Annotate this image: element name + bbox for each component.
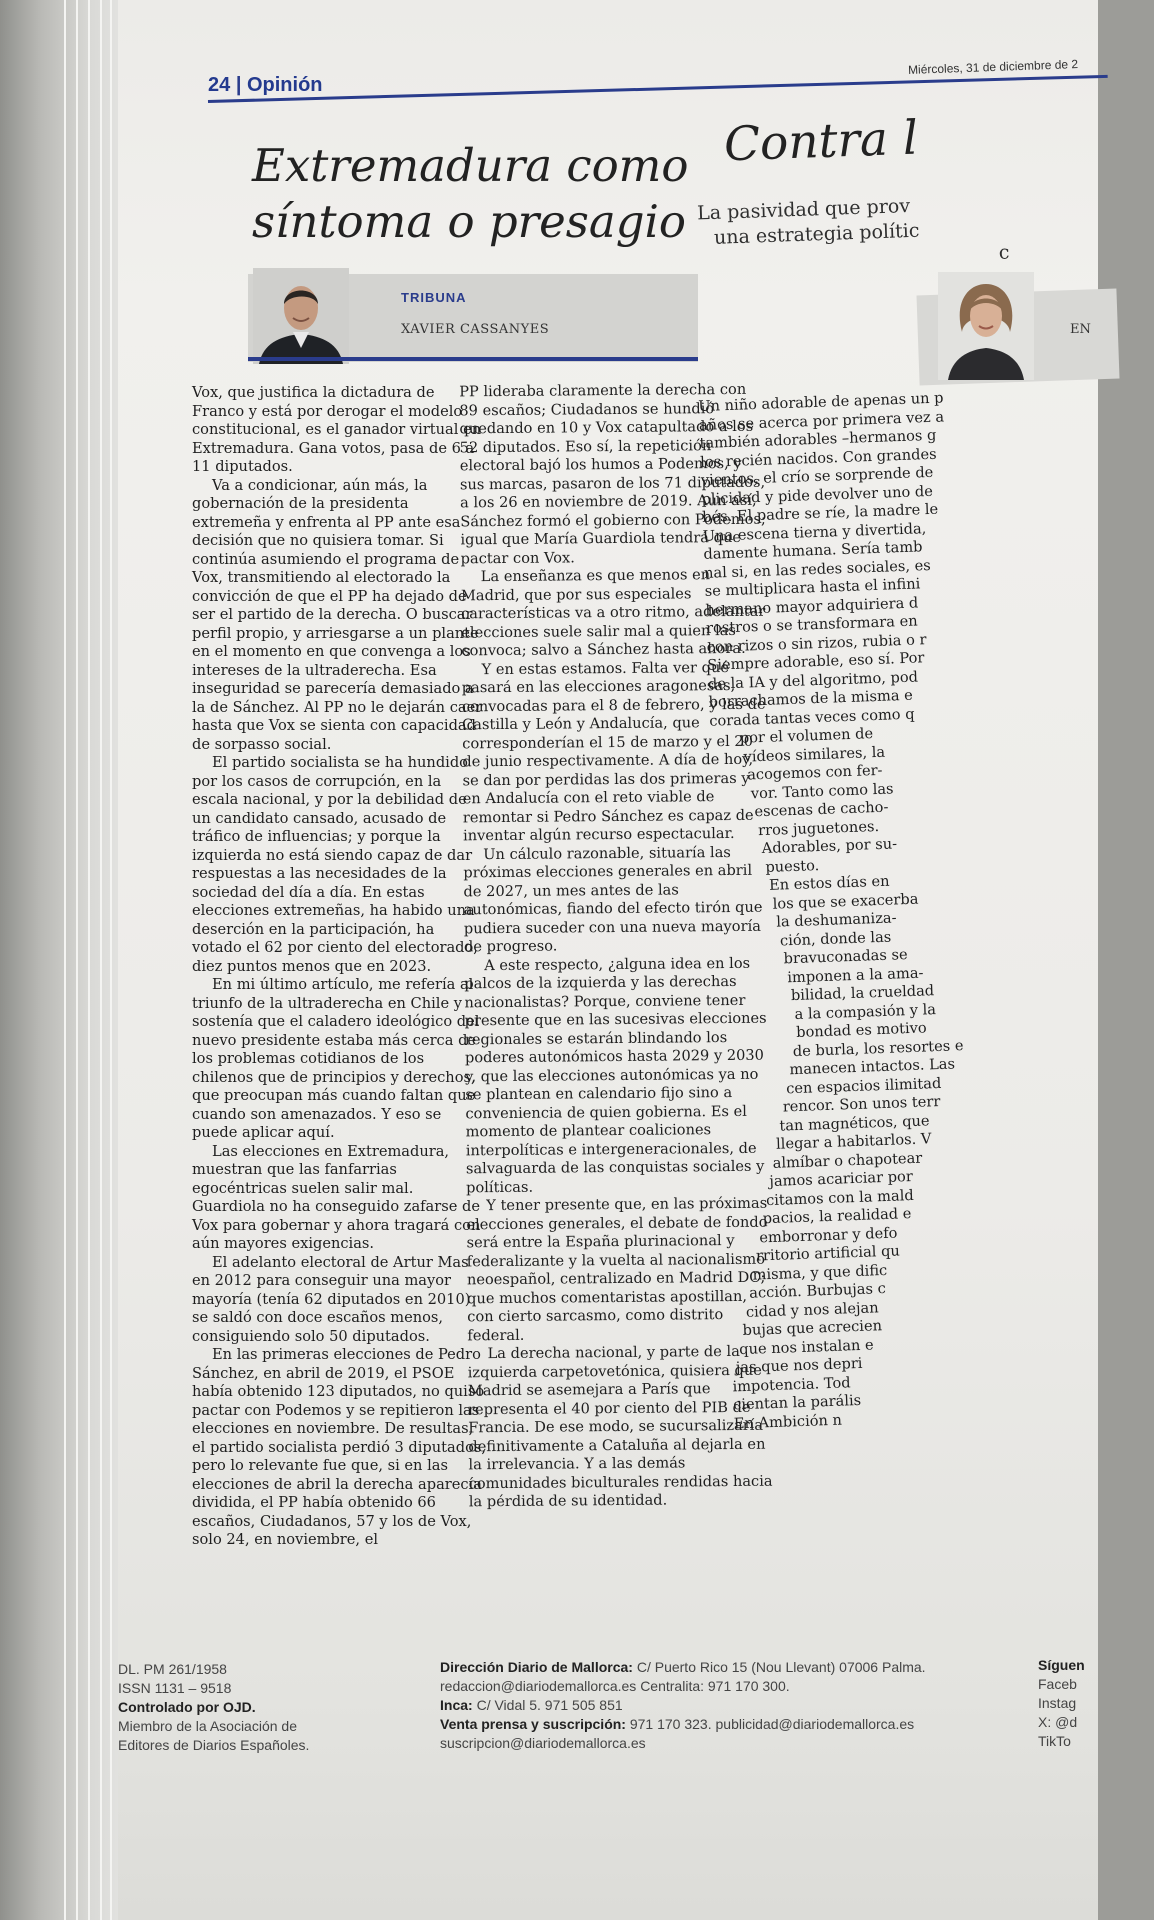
social-line: Instag bbox=[1038, 1695, 1077, 1711]
side-text-line: impotencia. Tod bbox=[732, 1373, 851, 1395]
article-kicker: TRIBUNA bbox=[401, 290, 467, 305]
paragraph: En las primeras elecciones de Pedro Sánchez, en abril de 2019, el PSOE había obtenido 123 diputados, no quiso pactar con Podemos y se repitieron las elecciones en noviembre. De resultas, el partido socialista perdió 3 diputados, pero lo relevante fue que, si en las elecciones de abril la derecha aparecía dividida, el PP había obtenido 66 escaños, Ciudadanos, 57 y los de Vox, solo 24, en noviembre, el bbox=[192, 1346, 486, 1548]
side-text-line: también adorables –hermanos g bbox=[699, 426, 937, 452]
side-text-line: Adorables, por su- bbox=[761, 835, 898, 858]
inca-label: Inca: bbox=[440, 1697, 473, 1713]
side-text-line: imponen a la ama- bbox=[786, 963, 924, 986]
page-edge bbox=[100, 0, 102, 1920]
side-text-line: bujas que acrecien bbox=[742, 1317, 883, 1340]
footer-contact bbox=[440, 1658, 940, 1753]
side-article-headline: Contra l bbox=[723, 110, 919, 173]
issue-date: Miércoles, 31 de diciembre de 2 bbox=[907, 57, 1079, 77]
side-author-photo bbox=[938, 272, 1034, 380]
paragraph: Va a condicionar, aún más, la gobernación de la presidenta extremeña y enfrenta al PP ante esa decisión que no quisiera tomar. Si continúa asumiendo el programa de Vox, transmitiendo al electorado la convicción de que el PP ha dejado de ser el partido de la derecha. O buscar perfil propio, y arriesgarse a un plante en el momento en que convenga a los intereses de la ultraderecha. Esa inseguridad se parecería demasiado a la de Sánchez. Al PP no le dejarán caer hasta que Vox se sienta con capacidad de sorpasso social. bbox=[192, 476, 483, 753]
paragraph: La derecha nacional, y parte de la izquierda carpetovetónica, quisiera que Madrid se asemejara a París que representa el 40 por ciento del PIB de Francia. De ese modo, se sucursalizaría definitivamente a Cataluña al dejarla en la irrelevancia. Y a las demás comunidades biculturales rendidas hacia la pérdida de su identidad. bbox=[467, 1342, 773, 1511]
page-edge bbox=[110, 0, 112, 1920]
page-edge bbox=[88, 0, 90, 1920]
venta-label: Venta prensa y suscripción: bbox=[440, 1716, 626, 1732]
side-text-line: bravuconadas se bbox=[783, 946, 908, 968]
side-text-line: por el volumen de bbox=[739, 725, 874, 747]
side-text-line: tan magnéticos, que bbox=[779, 1111, 930, 1135]
paragraph: La enseñanza es que menos en Madrid, que por sus especiales características va a otro ritmo, adelantar elecciones suele salir mal a quien las convoca; salvo a Sánchez hasta ahora. bbox=[460, 566, 766, 660]
side-text-line: rostros o se transformara en bbox=[705, 612, 918, 637]
headline-line: síntoma o presagio bbox=[252, 195, 687, 248]
side-text-line: los recién nacidos. Con grandes bbox=[699, 445, 937, 471]
side-text-line: pacios, la realidad e bbox=[762, 1205, 912, 1228]
legal-line: DL. PM 261/1958 bbox=[118, 1661, 227, 1677]
article-column-1 bbox=[192, 384, 488, 1550]
side-author-name: EN bbox=[1070, 322, 1091, 337]
side-text-line: rencor. Son unos terr bbox=[782, 1092, 941, 1116]
side-text-line: Siempre adorable, eso sí. Por bbox=[707, 649, 925, 674]
side-text-line: años se acerca por primera vez a bbox=[698, 407, 945, 434]
side-text-line: damente humana. Sería tamb bbox=[703, 538, 923, 563]
paragraph: Y en estas estamos. Falta ver qué pasará en las elecciones aragonesas, convocadas para el 8 de febrero, y las de Castilla y León y Andalucía, que corresponderían el 15 de marzo y el 20 de junio respectivamente. A día de hoy, se dan por perdidas las dos primeras y en Andalucía con el reto viable de remontar si Pedro Sánchez es capaz de inventar algún recurso espectacular. bbox=[461, 658, 766, 845]
side-text-line: ción, donde las bbox=[779, 928, 892, 949]
side-text-line: vídeos similares, la bbox=[743, 743, 886, 766]
side-text-line: vor. Tanto como las bbox=[750, 779, 894, 802]
paragraph: PP lideraba claramente la derecha con 89 escaños; Ciudadanos se hundió quedando en 10 y Vox catapultado a los 52 diputados. Eso sí, la repetición electoral bajó los humos a Podemos, y sus marcas, pasaron de los 71 diputados, a los 26 en noviembre de 2019. Aun así, Sánchez formó el gobierno con Podemos; igual que María Guardiola tendrá que pactar con Vox. bbox=[459, 380, 766, 567]
ojd-line: Controlado por OJD. bbox=[118, 1699, 256, 1715]
side-text-line: con rizos o sin rizos, rubia o r bbox=[706, 630, 927, 656]
paragraph: El partido socialista se ha hundido por los casos de corrupción, en la escala nacional, y por la debilidad de un candidato cansado, acusado de tráfico de influencias; y porque la izquierda no está siendo capaz de dar respuestas a las necesidades de la sociedad del día a día. En estas elecciones extremeñas, ha habido una deserción en la participación, ha votado el 62 por ciento del electorado, diez puntos menos que en 2023. bbox=[192, 754, 478, 975]
side-text-line: emborronar y defo bbox=[759, 1224, 898, 1246]
side-text-line: la deshumaniza- bbox=[776, 909, 897, 931]
side-article-subtitle bbox=[697, 191, 1010, 277]
headline-line: Extremadura como bbox=[252, 139, 689, 192]
side-text-line: plicidad y pide devolver uno de bbox=[701, 482, 934, 508]
side-text-line: En estos días en bbox=[768, 872, 890, 894]
side-text-line: vientos, el crío se sorprende de bbox=[700, 463, 934, 489]
side-text-line: Una escena tierna y divertida, bbox=[702, 519, 927, 545]
side-text-line: los que se exacerba bbox=[772, 890, 919, 913]
side-text-line: acogemos con fer- bbox=[746, 761, 883, 784]
venta-text: 971 170 323. publicidad@diariodemallorca.es bbox=[629, 1716, 915, 1732]
paragraph: Un cálculo razonable, situaría las próximas elecciones generales en abril de 2027, un mes antes de las autonómicas, fiando del efecto tirón que pudiera suceder con una nueva mayoría de progreso. bbox=[463, 843, 763, 956]
side-text-line: rros juguetones. bbox=[757, 817, 880, 839]
suscripcion-line: suscripcion@diariodemallorca.es bbox=[440, 1735, 646, 1751]
side-text-line: se multiplicara hasta el infini bbox=[704, 575, 921, 600]
side-text-line: citamos con la mald bbox=[765, 1186, 914, 1209]
side-article-column bbox=[698, 383, 1154, 1433]
subtitle-line: c bbox=[998, 241, 1010, 264]
side-text-line: borrachamos de la misma e bbox=[708, 686, 914, 711]
side-text-line: manecen intactos. Las bbox=[789, 1055, 956, 1079]
paragraph: El adelanto electoral de Artur Mas en 2012 para conseguir una mayor mayoría (tenía 62 diputados en 2010) se saldó con doce escaños menos, consiguiendo solo 50 diputados. bbox=[192, 1253, 471, 1345]
paragraph: Las elecciones en Extremadura, muestran que las fanfarrias egocéntricas suelen salir mal. Guardiola no ha conseguido zafarse de Vox para gobernar y ahora tragará con aún mayores exigencias. bbox=[192, 1142, 481, 1252]
side-text-line: acción. Burbujas c bbox=[748, 1279, 887, 1302]
article-headline bbox=[252, 138, 688, 250]
page-number: 24 bbox=[208, 74, 231, 96]
author-photo bbox=[253, 268, 349, 364]
footer-legal bbox=[118, 1660, 338, 1755]
direccion-text: C/ Puerto Rico 15 (Nou Llevant) 07006 Palma. bbox=[636, 1659, 926, 1675]
side-text-line: hermano mayor adquiriera d bbox=[705, 593, 919, 619]
association-line: Miembro de la Asociación de Editores de Diarios Españoles. bbox=[118, 1718, 310, 1753]
side-text-line: a la compasión y la bbox=[794, 1000, 937, 1023]
side-text-line: escenas de cacho- bbox=[754, 798, 889, 821]
newspaper-page bbox=[118, 0, 1098, 1920]
side-text-line: bilidad, la crueldad bbox=[790, 982, 935, 1005]
side-text-line: bondad es motivo bbox=[795, 1019, 927, 1041]
side-text-line: puesto. bbox=[765, 856, 820, 876]
paragraph: Y tener presente que, en las próximas elecciones generales, el debate de fondo será entre la España plurinacional y federalizante y la vuelta al nacionalismo neoespañol, centralizado en Madrid DC; que muchos comentaristas apostillan, con cierto sarcasmo, como distrito federal. bbox=[466, 1194, 768, 1344]
paragraph: A este respecto, ¿alguna idea en los palcos de la izquierda y las derechas nacionalistas? Porque, conviene tener presente que en las sucesivas elecciones regionales se estarán blindando los poderes autonómicos hasta 2029 y 2030 y, que las elecciones autonómicas ya no se plantean en calendario fijo sino a conveniencia de quien gobierna. Es el momento de plantear coaliciones interpolíticas e intergeneracionales, de salvaguarda de las conquistas sociales y políticas. bbox=[464, 954, 767, 1196]
contact-line: redaccion@diariodemallorca.es Centralita: 971 170 300. bbox=[440, 1678, 790, 1694]
side-text-line: corada tantas veces como q bbox=[708, 705, 915, 730]
side-text-line: bés. El padre se ríe, la madre le bbox=[701, 500, 939, 526]
side-text-line: cientan la parális bbox=[732, 1391, 862, 1414]
side-text-line: almíbar o chapotear bbox=[772, 1149, 923, 1172]
side-text-line: jamos acariciar por bbox=[769, 1167, 914, 1190]
side-text-line: de burla, los resortes e bbox=[792, 1036, 964, 1060]
side-text-line: nal si, en las redes sociales, es bbox=[703, 556, 932, 582]
social-line: Faceb bbox=[1038, 1676, 1077, 1692]
side-text-line: Un niño adorable de apenas un p bbox=[698, 389, 944, 415]
social-line: X: @d bbox=[1038, 1714, 1078, 1730]
side-text-line: llegar a habitarlos. V bbox=[775, 1130, 932, 1153]
subtitle-line: una estrategia polític bbox=[713, 219, 920, 249]
paragraph: En mi último artículo, me refería al triunfo de la ultraderecha en Chile y sostenía que el caladero ideológico del nuevo presidente estaba más cerca de los problemas cotidianos de los chilenos que de principios y derechos, que preocupan más cuando faltan que cuando son amenazados. Y eso se puede aplicar aquí. bbox=[192, 976, 480, 1141]
inca-text: C/ Vidal 5. 971 505 851 bbox=[476, 1697, 623, 1713]
social-title: Síguen bbox=[1038, 1657, 1085, 1673]
side-text-line: rritorio artificial qu bbox=[755, 1242, 901, 1265]
legal-line: ISSN 1131 – 9518 bbox=[118, 1680, 232, 1696]
section-name: Opinión bbox=[246, 74, 323, 96]
page-edge bbox=[64, 0, 66, 1920]
side-text-line: En Ambición n bbox=[733, 1411, 843, 1432]
side-text-line: cidad y nos alejan bbox=[745, 1298, 879, 1321]
side-text-line: de la IA y del algoritmo, pod bbox=[707, 667, 919, 693]
paragraph: Vox, que justifica la dictadura de Franco y está por derogar el modelo constitucional, es el ganador virtual en Extremadura. Gana votos, pasa de 6 a 11 diputados. bbox=[192, 384, 482, 475]
direccion-label: Dirección Diario de Mallorca: bbox=[440, 1659, 633, 1675]
author-name: XAVIER CASSANYES bbox=[401, 322, 550, 337]
page-edge bbox=[76, 0, 78, 1920]
footer-social bbox=[1038, 1656, 1118, 1751]
social-line: TikTo bbox=[1038, 1733, 1071, 1749]
byline-rule bbox=[248, 357, 698, 361]
header-rule bbox=[208, 75, 1108, 103]
side-text-line: que nos instalan e bbox=[738, 1335, 874, 1358]
page-header: 24 | Opinión bbox=[208, 74, 323, 96]
side-text-line: misma, y que dific bbox=[752, 1261, 888, 1284]
side-text-line: jas que nos depri bbox=[735, 1354, 863, 1377]
side-text-line: cen espacios ilimitad bbox=[785, 1074, 942, 1097]
subtitle-line: La pasividad que prov bbox=[696, 195, 911, 225]
